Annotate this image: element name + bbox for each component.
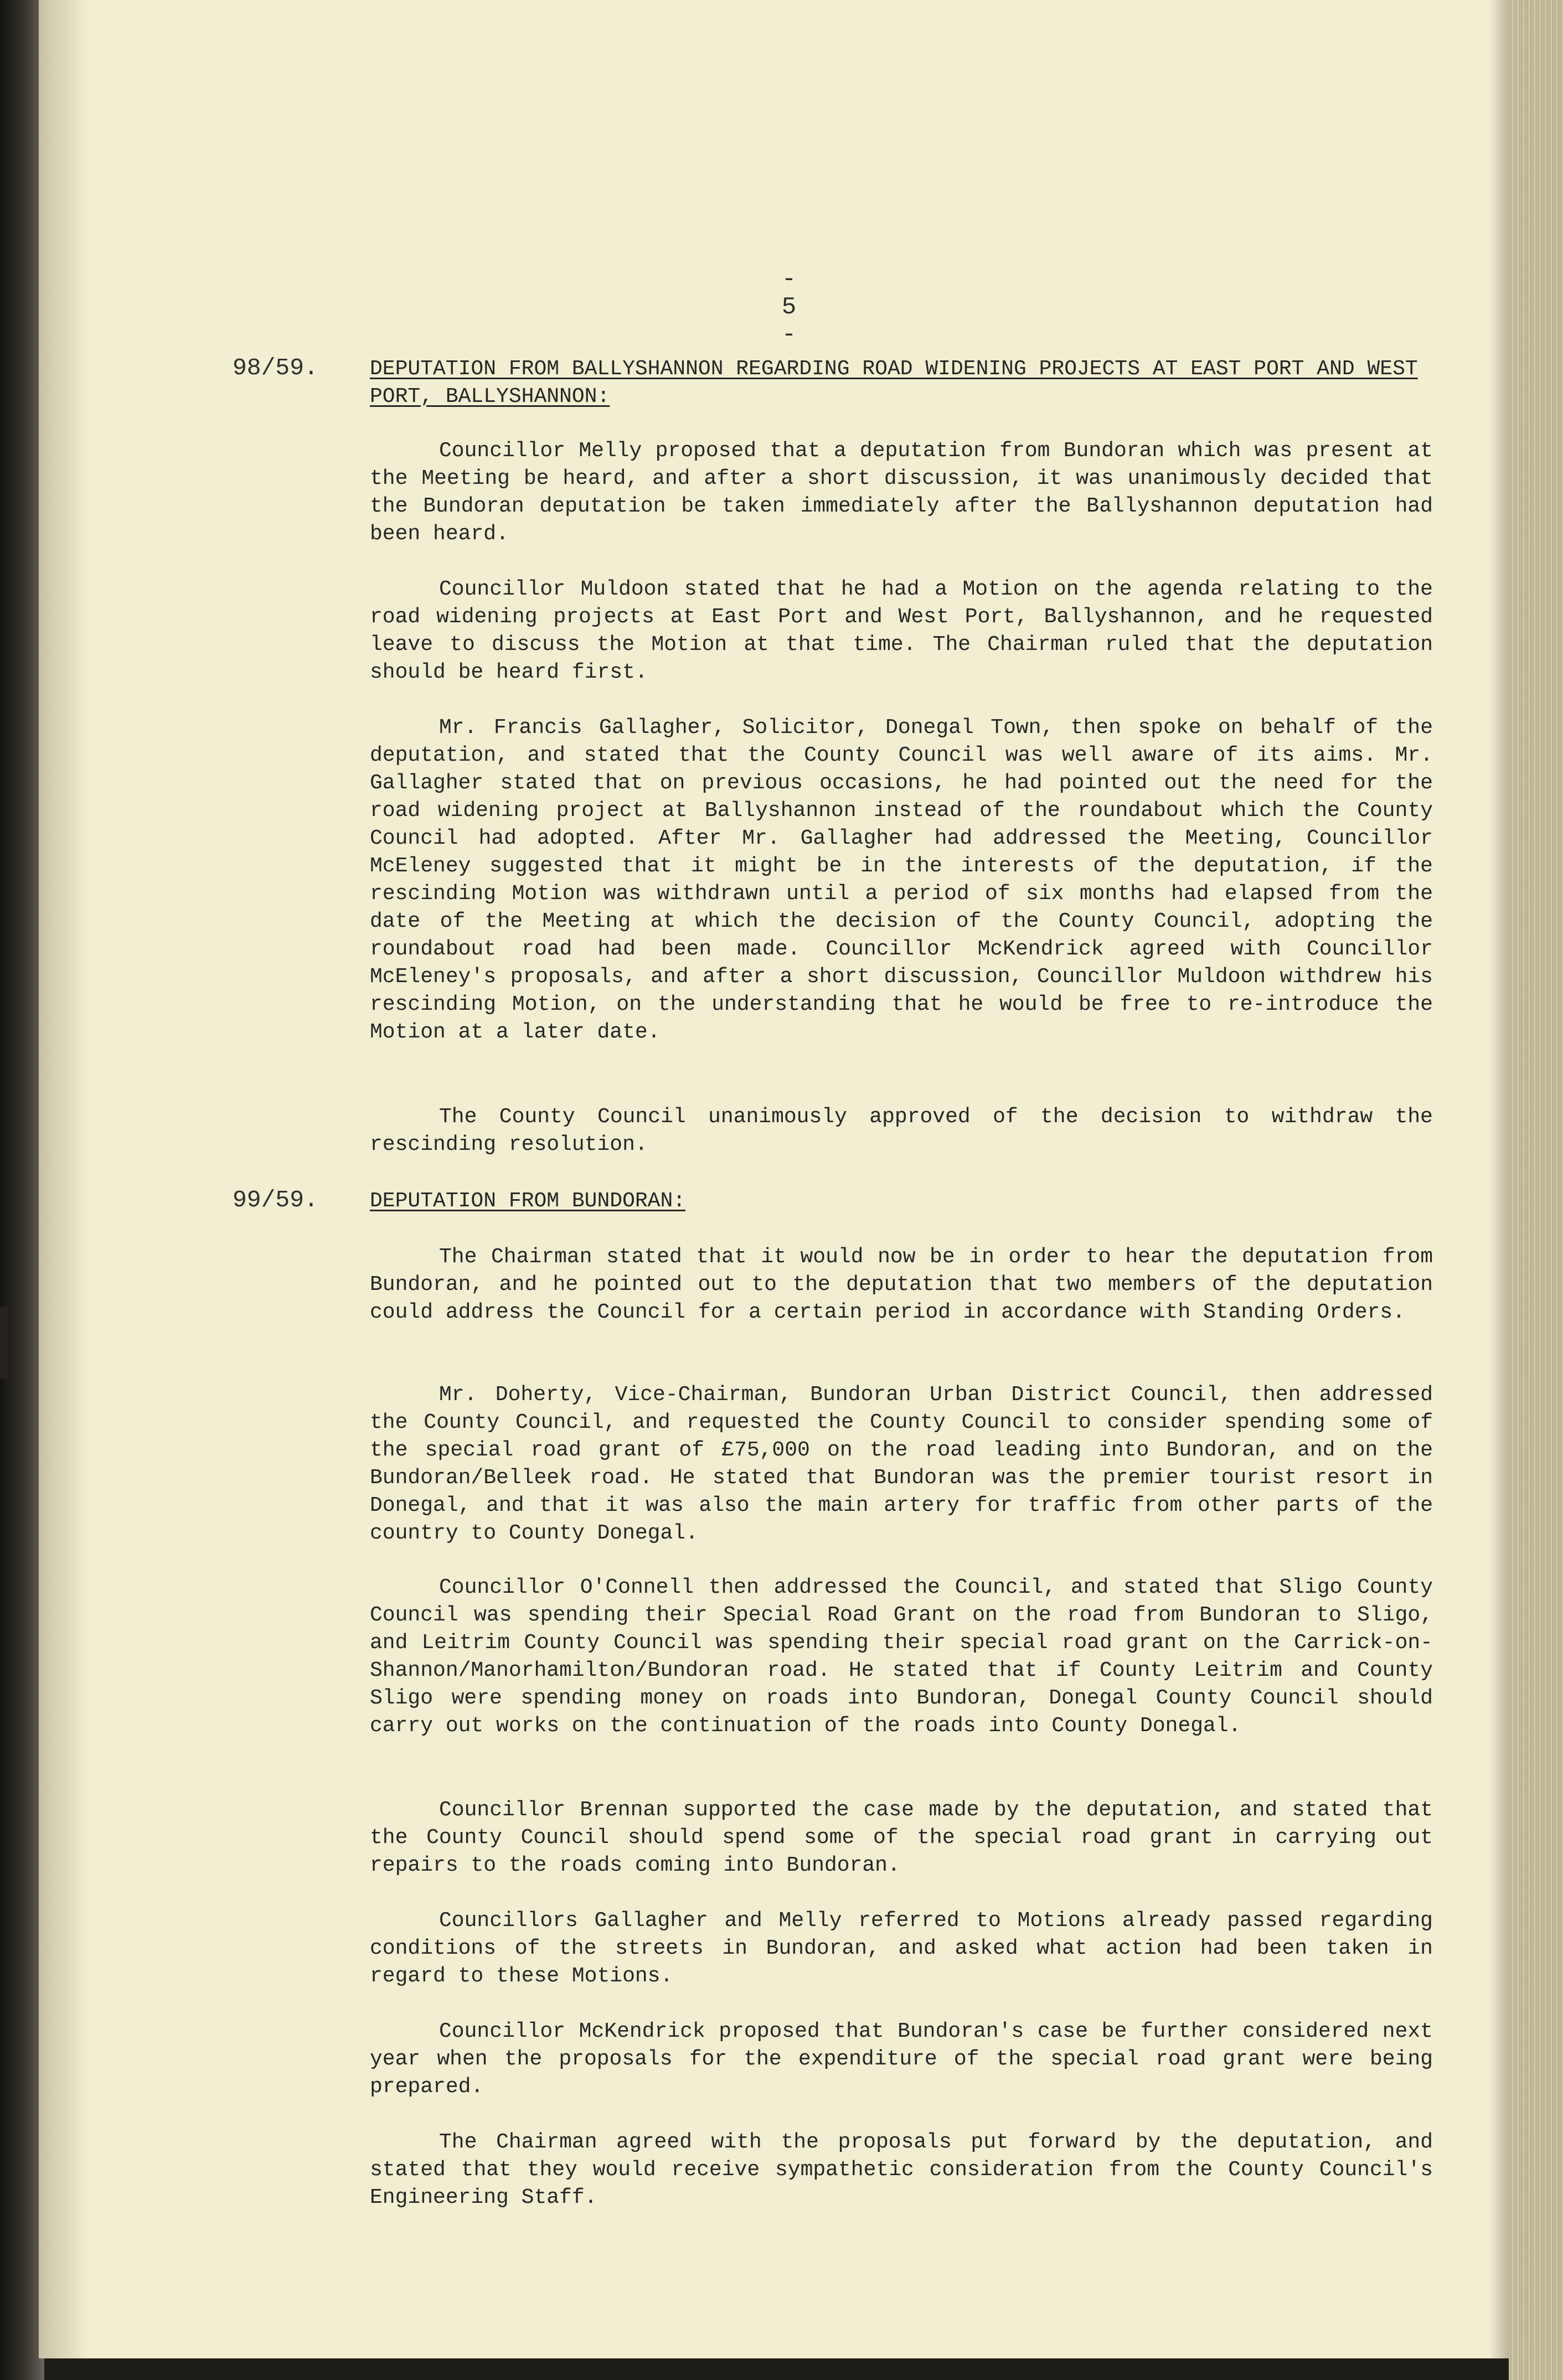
minute-number: 98/59. [233,354,318,381]
paragraph: Councillor O'Connell then addressed the Council, and stated that Sligo County Council was spending their Special Road Grant on the road from Bundoran to Sligo, and Leitrim County Council was spending their special road grant on the Carrick-on-Shannon/Manorhamilton/Bundoran road. He stated that if County Leitrim and County Sligo were spending money on roads into Bundoran, Donegal County Council should carry out works on the continuation of the roads into County Donegal. [370,1576,1433,1738]
section-heading: DEPUTATION FROM BUNDORAN: [370,1189,686,1213]
page-edges [1509,0,1563,2380]
paragraph: Councillor Muldoon stated that he had a Motion on the agenda relating to the road widening projects at East Port and West Port, Ballyshannon, and he requested leave to discuss the Motion at that time. The Chairman ruled that the deputation should be heard first. [370,577,1433,684]
paragraph: Councillors Gallagher and Melly referred to Motions already passed regarding conditions of the streets in Bundoran, and asked what action had been taken in regard to these Motions. [370,1909,1433,1988]
paragraph: Councillor Brennan supported the case made by the deputation, and stated that the County Council should spend some of the special road grant in carrying out repairs to the roads coming into Bundoran. [370,1798,1433,1877]
page-curl-shadow [1489,0,1512,2358]
paragraph: Councillor McKendrick proposed that Bundoran's case be further considered next year when the proposals for the expenditure of the special road grant were being prepared. [370,2020,1433,2099]
paragraph: Mr. Francis Gallagher, Solicitor, Donegal Town, then spoke on behalf of the deputation, and stated that the County Council was well aware of its aims. Mr. Gallagher stated that on previous occasions, he had pointed out the need for the road widening project at Ballyshannon instead of the roundabout which the County Council had adopted. After Mr. Gallagher had addressed the Meeting, Councillor McEleney suggested that it might be in the interests of the deputation, if the rescinding Motion was withdrawn until a period of six months had elapsed from the date of the Meeting at which the decision of the County Council, adopting the roundabout road had been made. Councillor McKendrick agreed with Councillor McEleney's proposals, and after a short discussion, Councillor Muldoon withdrew his rescinding Motion, on the understanding that he would be free to re-introduce the Motion at a later date. [370,716,1433,1044]
paragraph: Mr. Doherty, Vice-Chairman, Bundoran Urban District Council, then addressed the County Council, and requested the County Council to consider spending some of the special road grant of £75,000 on the road leading into Bundoran, and on the Bundoran/Belleek road. He stated that Bundoran was the premier tourist resort in Donegal, and that it was also the main artery for traffic from other parts of the country to County Donegal. [370,1383,1433,1545]
binding-mark [0,1307,8,1379]
minute-number: 99/59. [233,1186,318,1214]
paragraph: The County Council unanimously approved of the decision to withdraw the rescinding resolution. [370,1105,1433,1157]
paragraph: Councillor Melly proposed that a deputation from Bundoran which was present at the Meeting be heard, and after a short discussion, it was unanimously decided that the Bundoran deputation be taken immediately after the Ballyshannon deputation had been heard. [370,439,1433,546]
page-number: - 5 - [781,266,797,349]
document-page [39,0,1509,2358]
section-heading: DEPUTATION FROM BALLYSHANNON REGARDING ROAD WIDENING PROJECTS AT EAST PORT AND WEST PORT, BALLYSHANNON: [370,357,1418,409]
paragraph: The Chairman stated that it would now be in order to hear the deputation from Bundoran, and he pointed out to the deputation that two members of the deputation could address the Council for a certain period in accordance with Standing Orders. [370,1245,1433,1324]
book-binding-left [0,0,44,2380]
paragraph: The Chairman agreed with the proposals put forward by the deputation, and stated that they would receive sympathetic consideration from the County Council's Engineering Staff. [370,2130,1433,2209]
